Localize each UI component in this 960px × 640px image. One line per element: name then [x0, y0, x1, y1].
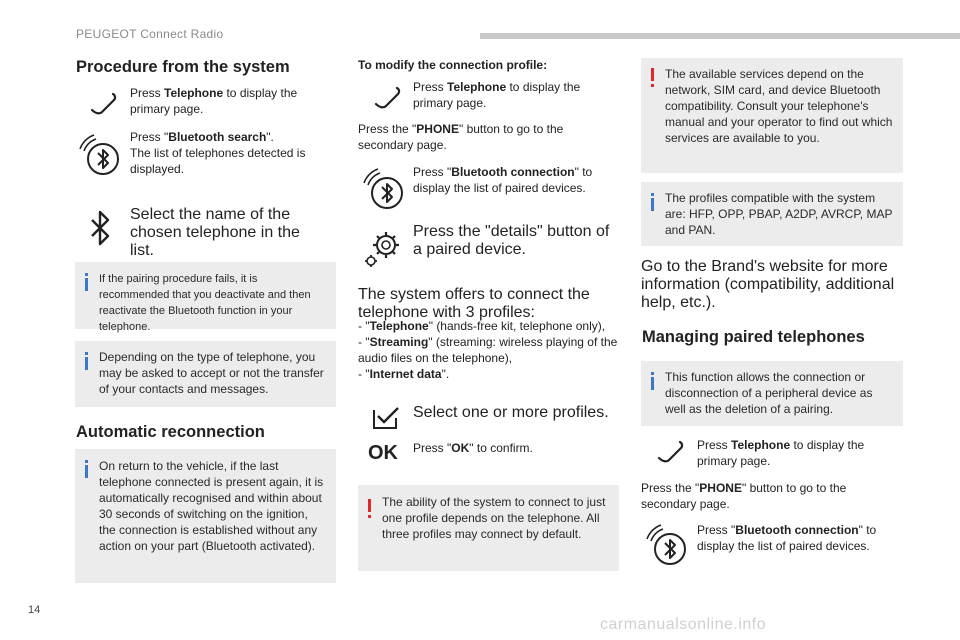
heading-procedure: Procedure from the system [76, 58, 290, 76]
step-details-button: Press the "details" button of a paired device. [413, 223, 610, 258]
list-item: - "Telephone" (hands-free kit, telephone only), [358, 319, 606, 333]
paragraph-phone-button: Press the "PHONE" button to go to the secondary page. [641, 481, 847, 511]
telephone-icon [651, 432, 691, 472]
info-icon [85, 357, 88, 370]
telephone-icon [368, 78, 408, 118]
step-bluetooth-connection: Press "Bluetooth connection" to display the list of paired devices. [697, 523, 877, 553]
bluetooth-search-icon [78, 133, 124, 179]
paragraph-brand-website: Go to the Brand's website for more information (compatibility, additional help, etc.). [641, 258, 895, 311]
ok-icon: OK [368, 442, 398, 464]
bluetooth-icon [86, 208, 126, 248]
details-gear-icon [362, 227, 406, 271]
paragraph-phone-button: Press the "PHONE" button to go to the secondary page. [358, 122, 564, 152]
heading-automatic-reconnection: Automatic reconnection [76, 423, 265, 441]
step-confirm: Press "OK" to confirm. [413, 441, 533, 455]
bluetooth-connection-icon [645, 523, 691, 569]
warning-icon [651, 68, 654, 81]
note-automatic-reconnection: On return to the vehicle, if the last telephone connected is present again, it is automatically recognised and within about 30 seconds of switching on the ignition, the connection is established without any action on your part (Bluetooth activated). [75, 449, 336, 583]
step-bluetooth-search: Press "Bluetooth search". The list of telephones detected is displayed. [130, 130, 306, 176]
step-press-telephone: Press Telephone to display the primary page. [130, 86, 298, 116]
info-icon [651, 377, 654, 390]
telephone-icon [84, 84, 124, 124]
note-available-services: The available services depend on the network, SIM card, and device Bluetooth compatibility. Consult your telephone's manual and your operator to find out which services are available to you. [641, 58, 903, 173]
heading-managing-paired: Managing paired telephones [642, 328, 865, 346]
paragraph-profiles-intro: The system offers to connect the telephone with 3 profiles: [358, 286, 590, 321]
list-item: - "Streaming" (streaming: wireless playing of the audio files on the telephone), [358, 335, 618, 365]
step-bluetooth-connection: Press "Bluetooth connection" to display the list of paired devices. [413, 165, 593, 195]
page-number: 14 [28, 604, 41, 616]
info-icon [651, 198, 654, 211]
heading-modify-profile: To modify the connection profile: [358, 58, 548, 72]
bluetooth-connection-icon [362, 167, 408, 213]
info-icon [85, 278, 88, 291]
note-telephone-type: Depending on the type of telephone, you may be asked to accept or not the transfer of your contacts and messages. [75, 341, 336, 407]
watermark: carmanualsonline.info [600, 616, 767, 633]
note-function-description: This function allows the connection or disconnection of a peripheral device as well as the deletion of a pairing. [641, 361, 903, 426]
step-press-telephone: Press Telephone to display the primary page. [413, 80, 581, 110]
note-profile-connection: The ability of the system to connect to just one profile depends on the telephone. All three profiles may connect by default. [358, 485, 619, 571]
checkbox-icon [370, 404, 402, 432]
note-pairing-fails: If the pairing procedure fails, it is recommended that you deactivate and then reactivate the Bluetooth function in your telephone. [75, 262, 336, 329]
step-select-profiles: Select one or more profiles. [413, 404, 609, 421]
step-press-telephone: Press Telephone to display the primary page. [697, 438, 865, 468]
header-rule [480, 33, 960, 39]
warning-icon [368, 499, 371, 512]
step-select-telephone: Select the name of the chosen telephone in the list. [130, 206, 300, 259]
list-item: - "Internet data". [358, 367, 450, 381]
profiles-list [358, 318, 620, 382]
running-header: PEUGEOT Connect Radio [76, 27, 224, 41]
info-icon [85, 465, 88, 478]
note-compatible-profiles: The profiles compatible with the system are: HFP, OPP, PBAP, A2DP, AVRCP, MAP and PAN. [641, 182, 903, 246]
